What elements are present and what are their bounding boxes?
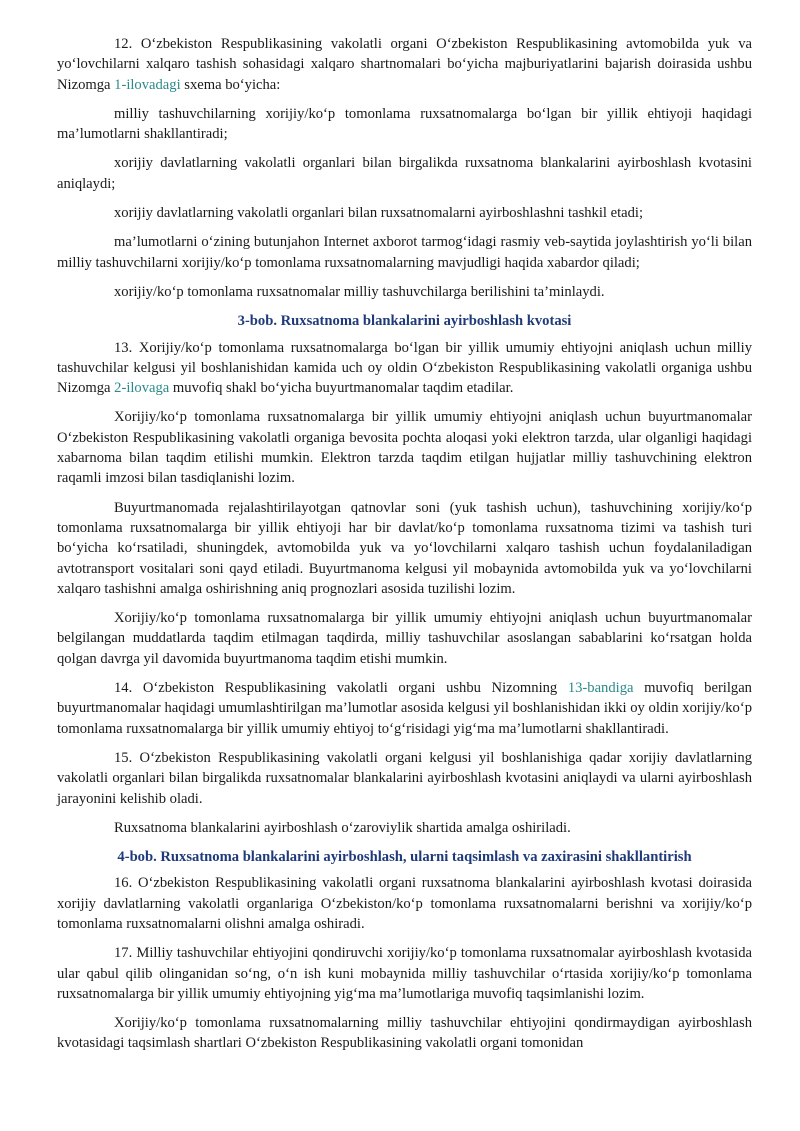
- link-appendix-2[interactable]: 2-ilovaga: [114, 380, 170, 397]
- paragraph-text: muvofiq shakl bo‘yicha buyurtmanomalar taqdim etadilar.: [169, 380, 514, 397]
- paragraph-12b: xorijiy davlatlarning vakolatli organlari bilan birgalikda ruxsatnoma blankalarini ayirboshlash kvotasini aniqlaydi;: [57, 155, 752, 192]
- paragraph-text: 13. Xorijiy/ko‘p tomonlama ruxsatnomalarga bo‘lgan bir yillik umumiy ehtiyojni aniqlash uchun milliy tashuvchilar kelgusi yil boshlanishidan kamida uch oy oldin O‘zbekiston Respublikasining vakolatli organiga ushbu Nizomga: [57, 339, 752, 397]
- paragraph-text: 14. O‘zbekiston Respublikasining vakolatli organi ushbu Nizomning: [114, 680, 568, 697]
- paragraph-15: 15. O‘zbekiston Respublikasining vakolatli organi kelgusi yil boshlanishiga qadar xorijiy davlatlarning vakolatli organlari bilan birgalikda ruxsatnomalar blankalarini ayirboshlash kvotasini aniqlaydi va ularni ayirboshlash jarayonini kelishib oladi.: [57, 749, 752, 807]
- paragraph-12a: milliy tashuvchilarning xorijiy/ko‘p tomonlama ruxsatnomalarga bo‘lgan bir yillik ehtiyoji haqidagi ma’lumotlarni shakllantiradi;: [57, 105, 752, 143]
- paragraph-16: 16. O‘zbekiston Respublikasining vakolatli organi ruxsatnoma blankalarini ayirboshlash kvotasi doirasida xorijiy davlatlarning vakolatli organlariga O‘zbekiston/ko‘p tomonlama ruxsatnomalarni berishni va xorijiy/ko‘p tomonlama ruxsatnomalarni olishni amalga oshiradi.: [57, 875, 752, 932]
- paragraph-13c: Xorijiy/ko‘p tomonlama ruxsatnomalarga bir yillik umumiy ehtiyojni aniqlash uchun buyurtmanomalar belgilangan muddatlarda taqdim etilmagan taqdirda, milliy tashuvchilar asoslangan sabablarini ko‘rsatgan holda qolgan davrga yil davomida buyurtmanoma taqdim etishi mumkin.: [57, 610, 752, 667]
- chapter-4-heading: 4-bob. Ruxsatnoma blankalarini ayirboshlash, ularni taqsimlash va zaxirasini shakllantirish: [117, 849, 692, 866]
- paragraph-text: muvofiq berilgan buyurtmanomalar haqidagi umumlashtirilgan ma’lumotlar asosida kelgusi yil boshlanishidan ikki oy oldin xorijiy/ko‘p tomonlama ruxsatnomalarga bir yillik umumiy ehtiyoj to‘g‘risidagi yig‘ma ma’lumotlarni shakllantiradi.: [57, 680, 752, 737]
- paragraph-13a: Xorijiy/ko‘p tomonlama ruxsatnomalarga bir yillik umumiy ehtiyojni aniqlash uchun buyurtmanomalar O‘zbekiston Respublikasining vakolatli organiga bevosita pochta aloqasi yoki elektron tarzda, ular olganligi haqidagi xabarnoma bilan taqdim etilishi mumkin. Elektron tarzda taqdim etilgan hujjatlar milliy tashuvchining elektron raqamli imzosi bilan tasdiqlanishi lozim.: [57, 409, 752, 487]
- paragraph-14: [57, 678, 752, 739]
- paragraph-12: [57, 34, 752, 95]
- paragraph-17a: Xorijiy/ko‘p tomonlama ruxsatnomalarning milliy tashuvchilar ehtiyojini qondirmaydigan ayirboshlash kvotasidagi taqsimlash shartlari O‘zbekiston Respublikasining vakolatli organi tomonidan: [57, 1015, 752, 1052]
- paragraph-17: 17. Milliy tashuvchilar ehtiyojini qondiruvchi xorijiy/ko‘p tomonlama ruxsatnomalar ayirboshlash kvotasida ular qabul qilib olinganidan so‘ng, o‘n ish kuni mobaynida milliy tashuvchilar o‘rtasida xorijiy/ko‘p tomonlama ruxsatnomalarga bir yillik umumiy ehtiyojning yig‘ma ma’lumotlariga muvofiq taqsimlanishi lozim.: [57, 945, 752, 1002]
- paragraph-12e: xorijiy/ko‘p tomonlama ruxsatnomalar milliy tashuvchilarga berilishini ta’minlaydi.: [114, 283, 605, 300]
- chapter-3-heading: 3-bob. Ruxsatnoma blankalarini ayirboshlash kvotasi: [237, 313, 572, 330]
- paragraph-15a: Ruxsatnoma blankalarini ayirboshlash o‘zaroviylik shartida amalga oshiriladi.: [114, 819, 571, 836]
- link-appendix-1[interactable]: 1-ilovadagi: [114, 76, 181, 93]
- paragraph-12d: ma’lumotlarni o‘zining butunjahon Internet axborot tarmog‘idagi rasmiy veb-saytida joylashtirish yo‘li bilan milliy tashuvchilarni xorijiy/ko‘p tomonlama ruxsatnomalarning mavjudligi haqida xabardor qiladi;: [57, 234, 752, 271]
- link-clause-13[interactable]: 13-bandiga: [567, 680, 634, 697]
- paragraph-12c: xorijiy davlatlarning vakolatli organlari bilan ruxsatnomalarni ayirboshlashni tashkil etadi;: [114, 205, 644, 222]
- paragraph-text: 12. O‘zbekiston Respublikasining vakolatli organi O‘zbekiston Respublikasining avtomobilda yuk va yo‘lovchilarni xalqaro tashish sohasidagi xalqaro shartnomalari bo‘yicha majburiyatlarini bajarish doirasida ushbu Nizomga: [57, 36, 752, 93]
- paragraph-text: sxema bo‘yicha:: [180, 76, 281, 93]
- paragraph-13: [57, 338, 752, 399]
- paragraph-13b: Buyurtmanomada rejalashtirilayotgan qatnovlar soni (yuk tashish uchun), tashuvchining xorijiy/ko‘p tomonlama ruxsatnomalarga bir yillik ehtiyoji har bir davlat/ko‘p tomonlama ruxsatnoma tizimi va tashish turi bo‘yicha ko‘rsatiladi, shuningdek, avtomobilda yuk va yo‘lovchilarni xalqaro tashish uchun foydalaniladigan avtotransport vositalari soni qayd etiladi. Buyurtmanoma kelgusi yil mobaynida avtomobilda yuk va yo‘lovchilarni xalqaro tashishni amalga oshirishning aniq prognozlari asosida tuzilishi lozim.: [57, 499, 752, 597]
